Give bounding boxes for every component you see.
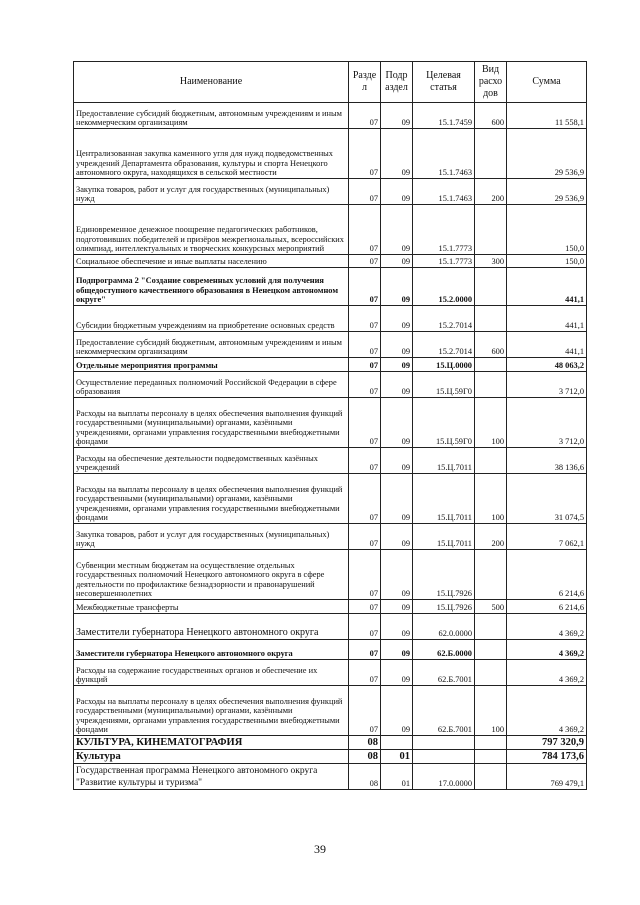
row-tsel: 15.2.7014: [413, 306, 475, 332]
row-tsel: 15.Ц.7011: [413, 448, 475, 474]
table-row: [74, 550, 587, 600]
row-summa: 150,0: [507, 255, 587, 268]
row-razdel: 07: [349, 332, 381, 358]
row-name: Предоставление субсидий бюджетным, автономным учреждениям и иным некоммерческим организациям: [74, 332, 349, 358]
row-podrazdel: 09: [381, 268, 413, 306]
row-razdel: 07: [349, 448, 381, 474]
table-row: [74, 736, 587, 750]
row-podrazdel: 09: [381, 358, 413, 372]
row-summa: 441,1: [507, 306, 587, 332]
row-vid: [475, 550, 507, 600]
row-name: Расходы на выплаты персоналу в целях обеспечения выполнения функций государственными (муниципальными) органами, казёнными учреждениями, органами управления государственными внебюджетными фондами: [74, 398, 349, 448]
row-tsel: 15.1.7459: [413, 103, 475, 129]
row-tsel: [413, 736, 475, 750]
row-summa: 441,1: [507, 268, 587, 306]
header-razdel: Разде л: [349, 62, 381, 103]
row-vid: [475, 358, 507, 372]
row-podrazdel: 09: [381, 129, 413, 179]
row-podrazdel: 09: [381, 524, 413, 550]
row-podrazdel: 09: [381, 103, 413, 129]
row-vid: [475, 205, 507, 255]
row-vid: [475, 268, 507, 306]
row-podrazdel: 09: [381, 179, 413, 205]
row-razdel: 08: [349, 764, 381, 790]
budget-table: [73, 61, 587, 790]
row-tsel: 15.Ц.59Г0: [413, 398, 475, 448]
row-razdel: 08: [349, 750, 381, 764]
row-podrazdel: 09: [381, 614, 413, 640]
row-podrazdel: 09: [381, 306, 413, 332]
table-row: [74, 179, 587, 205]
row-tsel: 15.Ц.7926: [413, 600, 475, 614]
row-tsel: 62.Б.7001: [413, 686, 475, 736]
row-vid: 200: [475, 524, 507, 550]
row-razdel: 07: [349, 686, 381, 736]
table-row: [74, 129, 587, 179]
row-podrazdel: 01: [381, 750, 413, 764]
header-podrazdel: Подр аздел: [381, 62, 413, 103]
row-name: Расходы на содержание государственных органов и обеспечение их функций: [74, 660, 349, 686]
row-name: Расходы на выплаты персоналу в целях обеспечения выполнения функций государственными (муниципальными) органами, казёнными учреждениями, органами управления государственными внебюджетными фондами: [74, 686, 349, 736]
table-row: [74, 103, 587, 129]
row-tsel: 15.Ц.59Г0: [413, 372, 475, 398]
row-summa: 4 369,2: [507, 640, 587, 660]
table-row: [74, 524, 587, 550]
row-razdel: 07: [349, 524, 381, 550]
row-razdel: 08: [349, 736, 381, 750]
row-podrazdel: 09: [381, 640, 413, 660]
row-summa: 3 712,0: [507, 372, 587, 398]
table-row: [74, 600, 587, 614]
row-summa: 11 558,1: [507, 103, 587, 129]
row-tsel: 17.0.0000: [413, 764, 475, 790]
row-tsel: 62.Б.0000: [413, 640, 475, 660]
row-razdel: 07: [349, 640, 381, 660]
row-summa: 4 369,2: [507, 660, 587, 686]
header-tsel: Целевая статья: [413, 62, 475, 103]
row-summa: 3 712,0: [507, 398, 587, 448]
row-tsel: 15.Ц.0000: [413, 358, 475, 372]
row-razdel: 07: [349, 600, 381, 614]
row-vid: [475, 750, 507, 764]
row-vid: [475, 129, 507, 179]
row-vid: [475, 448, 507, 474]
row-tsel: 15.Ц.7926: [413, 550, 475, 600]
row-summa: 4 369,2: [507, 614, 587, 640]
row-name: Государственная программа Ненецкого автономного округа "Развитие культуры и туризма": [74, 764, 349, 790]
row-razdel: 07: [349, 205, 381, 255]
row-name: Закупка товаров, работ и услуг для государственных (муниципальных) нужд: [74, 179, 349, 205]
row-vid: 500: [475, 600, 507, 614]
header-summa: Сумма: [507, 62, 587, 103]
row-podrazdel: 09: [381, 205, 413, 255]
row-name: Социальное обеспечение и иные выплаты населению: [74, 255, 349, 268]
row-name: Расходы на выплаты персоналу в целях обеспечения выполнения функций государственными (муниципальными) органами, казёнными учреждениями, органами управления государственными внебюджетными фондами: [74, 474, 349, 524]
row-name: КУЛЬТУРА, КИНЕМАТОГРАФИЯ: [74, 736, 349, 750]
row-summa: 441,1: [507, 332, 587, 358]
row-name: Подпрограмма 2 "Создание современных условий для получения общедоступного качественного образования в Ненецком автономном округе": [74, 268, 349, 306]
table-row: [74, 448, 587, 474]
row-summa: 6 214,6: [507, 550, 587, 600]
table-row: [74, 686, 587, 736]
row-summa: 48 063,2: [507, 358, 587, 372]
header-name: Наименование: [74, 62, 349, 103]
row-tsel: 15.Ц.7011: [413, 474, 475, 524]
row-summa: 769 479,1: [507, 764, 587, 790]
table-row: [74, 358, 587, 372]
row-vid: [475, 372, 507, 398]
row-vid: [475, 736, 507, 750]
row-vid: [475, 306, 507, 332]
row-name: Централизованная закупка каменного угля для нужд подведомственных учреждений Департамента образования, культуры и спорта Ненецкого автономного округа, находящихся в сельской местности: [74, 129, 349, 179]
row-vid: 100: [475, 686, 507, 736]
row-podrazdel: 09: [381, 600, 413, 614]
table-row: [74, 398, 587, 448]
row-razdel: 07: [349, 372, 381, 398]
row-vid: [475, 660, 507, 686]
table-row: [74, 205, 587, 255]
row-summa: 29 536,9: [507, 129, 587, 179]
row-razdel: 07: [349, 358, 381, 372]
row-podrazdel: 09: [381, 332, 413, 358]
row-tsel: [413, 750, 475, 764]
row-tsel: 15.1.7463: [413, 179, 475, 205]
row-podrazdel: 09: [381, 686, 413, 736]
row-summa: 31 074,5: [507, 474, 587, 524]
row-name: Расходы на обеспечение деятельности подведомственных казённых учреждений: [74, 448, 349, 474]
table-row: [74, 474, 587, 524]
row-name: Отдельные мероприятия программы: [74, 358, 349, 372]
row-vid: 100: [475, 398, 507, 448]
row-razdel: 07: [349, 255, 381, 268]
row-summa: 29 536,9: [507, 179, 587, 205]
row-tsel: 15.1.7773: [413, 255, 475, 268]
row-name: Субсидии бюджетным учреждениям на приобретение основных средств: [74, 306, 349, 332]
row-tsel: 62.Б.7001: [413, 660, 475, 686]
row-vid: 300: [475, 255, 507, 268]
row-summa: 7 062,1: [507, 524, 587, 550]
row-razdel: 07: [349, 179, 381, 205]
row-summa: 797 320,9: [507, 736, 587, 750]
row-tsel: 15.2.7014: [413, 332, 475, 358]
row-razdel: 07: [349, 398, 381, 448]
row-vid: [475, 640, 507, 660]
row-podrazdel: [381, 736, 413, 750]
row-name: Единовременное денежное поощрение педагогических работников, подготовивших победителей и призёров межрегиональных, всероссийских олимпиад, интеллектуальных и творческих конкурсных мероприятий: [74, 205, 349, 255]
row-summa: 784 173,6: [507, 750, 587, 764]
row-vid: 600: [475, 332, 507, 358]
row-vid: 100: [475, 474, 507, 524]
row-vid: 200: [475, 179, 507, 205]
table-row: [74, 660, 587, 686]
header-vid: Вид расхо дов: [475, 62, 507, 103]
row-razdel: 07: [349, 306, 381, 332]
row-podrazdel: 09: [381, 448, 413, 474]
table-row: [74, 306, 587, 332]
row-tsel: 15.Ц.7011: [413, 524, 475, 550]
row-podrazdel: 09: [381, 255, 413, 268]
row-summa: 4 369,2: [507, 686, 587, 736]
row-razdel: 07: [349, 129, 381, 179]
row-podrazdel: 09: [381, 398, 413, 448]
row-name: Закупка товаров, работ и услуг для государственных (муниципальных) нужд: [74, 524, 349, 550]
row-razdel: 07: [349, 103, 381, 129]
table-row: [74, 255, 587, 268]
row-vid: 600: [475, 103, 507, 129]
row-razdel: 07: [349, 614, 381, 640]
table-row: [74, 640, 587, 660]
table-row: [74, 750, 587, 764]
row-vid: [475, 614, 507, 640]
row-name: Осуществление переданных полномочий Российской Федерации в сфере образования: [74, 372, 349, 398]
row-name: Межбюджетные трансферты: [74, 600, 349, 614]
page-number: 39: [314, 842, 326, 856]
row-razdel: 07: [349, 474, 381, 524]
row-razdel: 07: [349, 660, 381, 686]
table-row: [74, 268, 587, 306]
row-tsel: 15.1.7463: [413, 129, 475, 179]
row-summa: 150,0: [507, 205, 587, 255]
row-tsel: 15.1.7773: [413, 205, 475, 255]
row-tsel: 62.0.0000: [413, 614, 475, 640]
table-row: [74, 764, 587, 790]
table-header: [74, 62, 587, 103]
table-row: [74, 372, 587, 398]
row-summa: 38 136,6: [507, 448, 587, 474]
row-podrazdel: 09: [381, 474, 413, 524]
row-razdel: 07: [349, 550, 381, 600]
row-razdel: 07: [349, 268, 381, 306]
row-name: Заместители губернатора Ненецкого автономного округа: [74, 614, 349, 640]
row-name: Субвенции местным бюджетам на осуществление отдельных государственных полномочий Ненецкого автономного округа в сфере деятельности по профилактике безнадзорности и правонарушений несовершеннолетних: [74, 550, 349, 600]
row-summa: 6 214,6: [507, 600, 587, 614]
row-tsel: 15.2.0000: [413, 268, 475, 306]
row-podrazdel: 01: [381, 764, 413, 790]
table-row: [74, 614, 587, 640]
row-name: Культура: [74, 750, 349, 764]
row-name: Заместители губернатора Ненецкого автономного округа: [74, 640, 349, 660]
row-name: Предоставление субсидий бюджетным, автономным учреждениям и иным некоммерческим организациям: [74, 103, 349, 129]
table-row: [74, 332, 587, 358]
row-podrazdel: 09: [381, 372, 413, 398]
row-podrazdel: 09: [381, 550, 413, 600]
row-vid: [475, 764, 507, 790]
row-podrazdel: 09: [381, 660, 413, 686]
